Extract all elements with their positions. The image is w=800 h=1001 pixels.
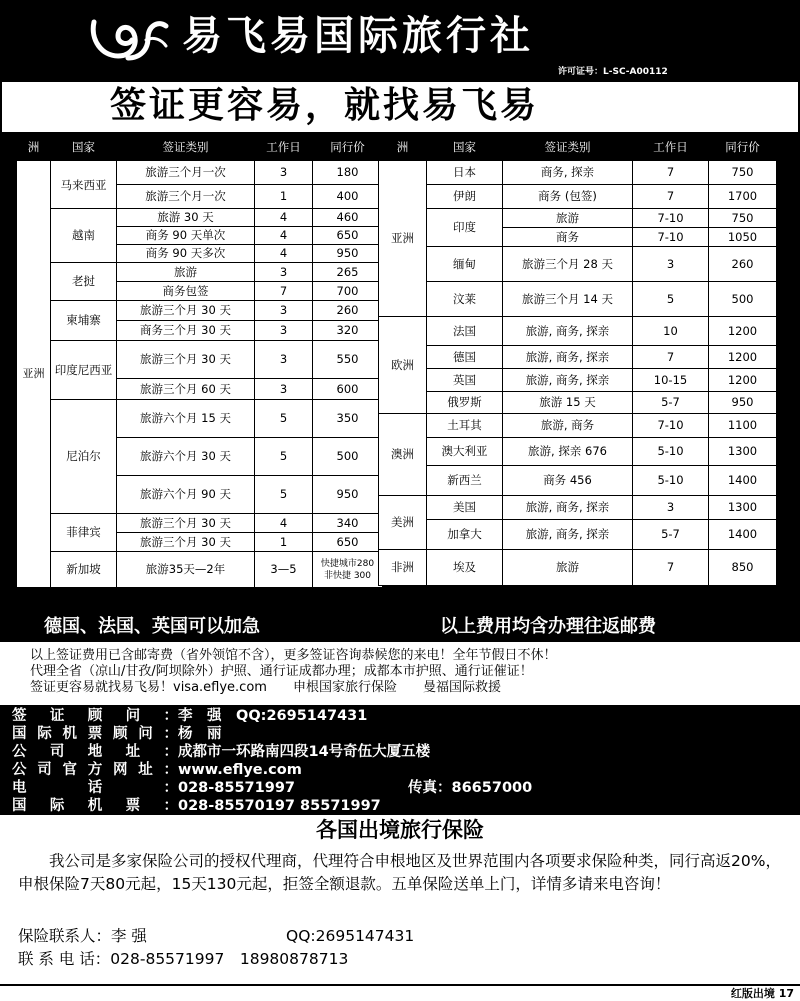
visa-type-cell: 旅游, 商务, 探亲: [503, 496, 633, 520]
country-cell: 德国: [427, 346, 503, 369]
price-cell: 550: [313, 341, 383, 379]
price-express-city: 快捷城市280: [320, 558, 375, 569]
contact-row: [12, 743, 430, 762]
workdays-cell: 7: [633, 161, 709, 185]
table-row: [17, 263, 383, 282]
contact-label: 国际机票：: [12, 798, 178, 814]
contact-row: [12, 761, 302, 780]
workdays-cell: 7: [633, 346, 709, 369]
insurance-contact-person: [18, 925, 415, 948]
insurance-paragraph: 我公司是多家保险公司的授权代理商，代理符合申根地区及世界范围内各项要求保险种类，同行高返20%，申根保险7天80元起，15天130元起，拒签全额退款。五单保险送单上门，详情多请来电咨询！: [18, 852, 781, 893]
page-number: 红版出境 17: [730, 987, 794, 1000]
table-row: [379, 369, 777, 392]
country-cell: 埃及: [427, 550, 503, 586]
price-cell: 700: [313, 282, 383, 301]
visa-type-cell: 旅游六个月 90 天: [117, 476, 255, 514]
table-row: [379, 520, 777, 550]
visa-type-cell: 商务, 探亲: [503, 161, 633, 185]
price-cell: 1300: [709, 438, 777, 466]
table-row: [17, 400, 383, 438]
table-row: [379, 282, 777, 317]
price-cell: 180: [313, 161, 383, 185]
country-cell: 印度尼西亚: [51, 341, 117, 400]
price-cell: 1200: [709, 346, 777, 369]
visa-type-cell: 旅游, 商务, 探亲: [503, 369, 633, 392]
visa-type-cell: 商务三个月 30 天: [117, 321, 255, 341]
price-cell: 850: [709, 550, 777, 586]
col-header-continent: 洲: [17, 135, 51, 161]
country-cell: 新加坡: [51, 552, 117, 588]
table-row: [379, 209, 777, 228]
visa-type-cell: 旅游 15 天: [503, 392, 633, 414]
expedite-note: 德国、法国、英国可以加急: [44, 616, 260, 637]
price-cell: 1700: [709, 185, 777, 209]
country-cell: 尼泊尔: [51, 400, 117, 514]
price-cell: 260: [709, 247, 777, 282]
visa-type-cell: 旅游: [117, 263, 255, 282]
website-link[interactable]: www.eflye.com: [178, 762, 302, 778]
swan-logo-icon: [88, 8, 170, 66]
contact-label: 公司地址：: [12, 744, 178, 760]
workdays-cell: 3: [255, 379, 313, 400]
contact-value: 成都市一环路南四段14号奇伍大厦五楼: [178, 744, 431, 760]
workdays-cell: 4: [255, 245, 313, 263]
price-cell: 1100: [709, 414, 777, 438]
workdays-cell: 5-10: [633, 438, 709, 466]
table-header-row: [17, 135, 383, 161]
country-cell: 日本: [427, 161, 503, 185]
notes-block: [30, 648, 790, 696]
col-header-price: 同行价: [709, 135, 777, 161]
table-row: [379, 550, 777, 586]
visa-price-table-area: [0, 134, 800, 612]
visa-type-cell: 旅游35天—2年: [117, 552, 255, 588]
table-row: [379, 496, 777, 520]
price-cell: 950: [313, 476, 383, 514]
workdays-cell: 7-10: [633, 228, 709, 247]
workdays-cell: 5-10: [633, 466, 709, 496]
country-cell: 俄罗斯: [427, 392, 503, 414]
col-header-country: 国家: [51, 135, 117, 161]
workdays-cell: 3: [255, 301, 313, 321]
price-cell: 500: [313, 438, 383, 476]
table-row: [379, 438, 777, 466]
visa-type-cell: 商务 (包签): [503, 185, 633, 209]
contact-value: 杨 丽: [178, 726, 222, 742]
contact-row: [12, 725, 222, 744]
table-row: [17, 161, 383, 185]
visa-type-cell: 商务 456: [503, 466, 633, 496]
workdays-cell: 3: [255, 341, 313, 379]
insurance-phone: 联 系 电 话：028-85571997 18980878713: [18, 950, 349, 968]
contact-row: [12, 779, 792, 798]
visa-type-cell: 旅游三个月 30 天: [117, 301, 255, 321]
workdays-cell: 7: [255, 282, 313, 301]
price-cell: 320: [313, 321, 383, 341]
workdays-cell: 3—5: [255, 552, 313, 588]
country-cell: 菲律宾: [51, 514, 117, 552]
visa-type-cell: 旅游三个月 14 天: [503, 282, 633, 317]
visa-type-cell: 旅游三个月 30 天: [117, 514, 255, 533]
workdays-cell: 1: [255, 533, 313, 552]
table-row: [17, 301, 383, 321]
visa-type-cell: 旅游三个月 30 天: [117, 533, 255, 552]
footer-rule: [0, 984, 800, 986]
workdays-cell: 5: [255, 438, 313, 476]
country-cell: 越南: [51, 209, 117, 263]
table-row: [379, 346, 777, 369]
table-row: [379, 392, 777, 414]
visa-type-cell: 商务包签: [117, 282, 255, 301]
visa-type-cell: 旅游三个月 28 天: [503, 247, 633, 282]
visa-type-cell: 旅游: [503, 550, 633, 586]
workdays-cell: 10-15: [633, 369, 709, 392]
price-cell: 950: [313, 245, 383, 263]
country-cell: 加拿大: [427, 520, 503, 550]
workdays-cell: 3: [633, 496, 709, 520]
country-cell: 伊朗: [427, 185, 503, 209]
price-cell: 340: [313, 514, 383, 533]
visa-type-cell: 旅游, 商务, 探亲: [503, 520, 633, 550]
visa-type-cell: 旅游六个月 30 天: [117, 438, 255, 476]
price-cell: 350: [313, 400, 383, 438]
insurance-contact-name: 保险联系人：李 强: [18, 927, 147, 945]
contact-label: 国际机票顾问：: [12, 726, 178, 742]
price-cell: 1050: [709, 228, 777, 247]
col-header-visa-type: 签证类别: [117, 135, 255, 161]
country-cell: 柬埔寨: [51, 301, 117, 341]
table-row: [17, 341, 383, 379]
visa-type-cell: 旅游三个月 30 天: [117, 341, 255, 379]
visa-type-cell: 旅游三个月一次: [117, 185, 255, 209]
table-row: [379, 317, 777, 346]
contact-label: 电话：: [12, 780, 178, 796]
workdays-cell: 7: [633, 185, 709, 209]
country-cell: 新西兰: [427, 466, 503, 496]
contact-label: 公司官方网址：: [12, 762, 178, 778]
continent-cell: 欧洲: [379, 317, 427, 414]
insurance-body: [18, 850, 788, 896]
workdays-cell: 5: [255, 476, 313, 514]
contact-value: 028-85570197 85571997: [178, 798, 381, 814]
col-header-continent: 洲: [379, 135, 427, 161]
note-line: 代理全省（凉山/甘孜/阿坝除外）护照、通行证成都办理；成都本市护照、通行证催证！: [30, 664, 533, 679]
workdays-cell: 1: [255, 185, 313, 209]
workdays-cell: 5: [255, 400, 313, 438]
visa-type-cell: 旅游三个月 60 天: [117, 379, 255, 400]
country-cell: 法国: [427, 317, 503, 346]
contact-label: 签证顾问：: [12, 708, 178, 724]
price-cell: 265: [313, 263, 383, 282]
price-cell: 260: [313, 301, 383, 321]
contact-row: [12, 797, 381, 816]
workdays-cell: 3: [633, 247, 709, 282]
price-cell: 1400: [709, 466, 777, 496]
price-cell: 1400: [709, 520, 777, 550]
continent-cell: 澳洲: [379, 414, 427, 496]
table-row: [379, 185, 777, 209]
workdays-cell: 7-10: [633, 209, 709, 228]
workdays-cell: 3: [255, 263, 313, 282]
col-header-workdays: 工作日: [633, 135, 709, 161]
contact-row: [12, 707, 367, 726]
workdays-cell: 10: [633, 317, 709, 346]
workdays-cell: 4: [255, 514, 313, 533]
table-row: [379, 414, 777, 438]
col-header-price: 同行价: [313, 135, 383, 161]
price-cell: [313, 552, 383, 588]
visa-type-cell: 商务 90 天单次: [117, 227, 255, 245]
country-cell: 英国: [427, 369, 503, 392]
price-cell: 650: [313, 227, 383, 245]
workdays-cell: 4: [255, 227, 313, 245]
contact-value: 李 强 QQ:2695147431: [178, 708, 368, 724]
phone-value: 028-85571997: [178, 780, 295, 796]
visa-type-cell: 旅游三个月一次: [117, 161, 255, 185]
col-header-workdays: 工作日: [255, 135, 313, 161]
col-header-country: 国家: [427, 135, 503, 161]
continent-cell: 亚洲: [379, 161, 427, 317]
visa-type-cell: 旅游, 商务, 探亲: [503, 346, 633, 369]
price-cell: 1300: [709, 496, 777, 520]
slogan: 签证更容易，就找易飞易: [110, 85, 540, 126]
table-row: [17, 209, 383, 227]
country-cell: 印度: [427, 209, 503, 247]
table-row: [17, 552, 383, 588]
price-cell: 460: [313, 209, 383, 227]
col-header-visa-type: 签证类别: [503, 135, 633, 161]
insurance-contact: [18, 925, 415, 971]
price-cell: 500: [709, 282, 777, 317]
country-cell: 老挝: [51, 263, 117, 301]
workdays-cell: 7-10: [633, 414, 709, 438]
note-line: 签证更容易就找易飞易！visa.eflye.com 申根国家旅行保险 曼福国际救援: [30, 680, 501, 695]
price-cell: 750: [709, 161, 777, 185]
country-cell: 澳大利亚: [427, 438, 503, 466]
fax-value: 传真：86657000: [408, 780, 533, 796]
table-header-row: [379, 135, 777, 161]
price-cell: 600: [313, 379, 383, 400]
visa-type-cell: 旅游六个月 15 天: [117, 400, 255, 438]
country-cell: 土耳其: [427, 414, 503, 438]
price-non-express: 非快捷 300: [323, 570, 372, 581]
continent-cell: 非洲: [379, 550, 427, 586]
workdays-cell: 3: [255, 161, 313, 185]
insurance-title: 各国出境旅行保险: [316, 818, 484, 842]
price-cell: 950: [709, 392, 777, 414]
country-cell: 缅甸: [427, 247, 503, 282]
country-cell: 美国: [427, 496, 503, 520]
expedite-band: [0, 612, 800, 642]
license-number: 许可证号：L-SC-A00112: [558, 67, 668, 77]
workdays-cell: 7: [633, 550, 709, 586]
workdays-cell: 5-7: [633, 392, 709, 414]
contact-box: [0, 705, 800, 815]
price-cell: 750: [709, 209, 777, 228]
visa-type-cell: 旅游, 探亲 676: [503, 438, 633, 466]
visa-type-cell: 旅游 30 天: [117, 209, 255, 227]
price-cell: 650: [313, 533, 383, 552]
workdays-cell: 5-7: [633, 520, 709, 550]
table-row: [379, 247, 777, 282]
price-cell: 1200: [709, 317, 777, 346]
visa-type-cell: 商务: [503, 228, 633, 247]
visa-table-right: [378, 134, 777, 586]
table-row: [379, 466, 777, 496]
continent-cell: 美洲: [379, 496, 427, 550]
visa-type-cell: 旅游, 商务: [503, 414, 633, 438]
workdays-cell: 4: [255, 209, 313, 227]
postage-note: 以上费用均含办理往返邮费: [440, 616, 656, 637]
continent-cell: 亚洲: [17, 161, 51, 588]
table-row: [379, 161, 777, 185]
insurance-qq: QQ:2695147431: [286, 927, 415, 945]
visa-type-cell: 旅游: [503, 209, 633, 228]
visa-type-cell: 商务 90 天多次: [117, 245, 255, 263]
note-line: 以上签证费用已含邮寄费（省外领馆不含），更多签证咨询恭候您的来电！全年节假日不休！: [30, 648, 557, 663]
workdays-cell: 3: [255, 321, 313, 341]
price-cell: 400: [313, 185, 383, 209]
price-cell: 1200: [709, 369, 777, 392]
visa-table-left: [16, 134, 383, 588]
visa-type-cell: 旅游, 商务, 探亲: [503, 317, 633, 346]
country-cell: 汶莱: [427, 282, 503, 317]
country-cell: 马来西亚: [51, 161, 117, 209]
table-row: [17, 514, 383, 533]
workdays-cell: 5: [633, 282, 709, 317]
brand-name: 易飞易国际旅行社: [182, 13, 534, 59]
